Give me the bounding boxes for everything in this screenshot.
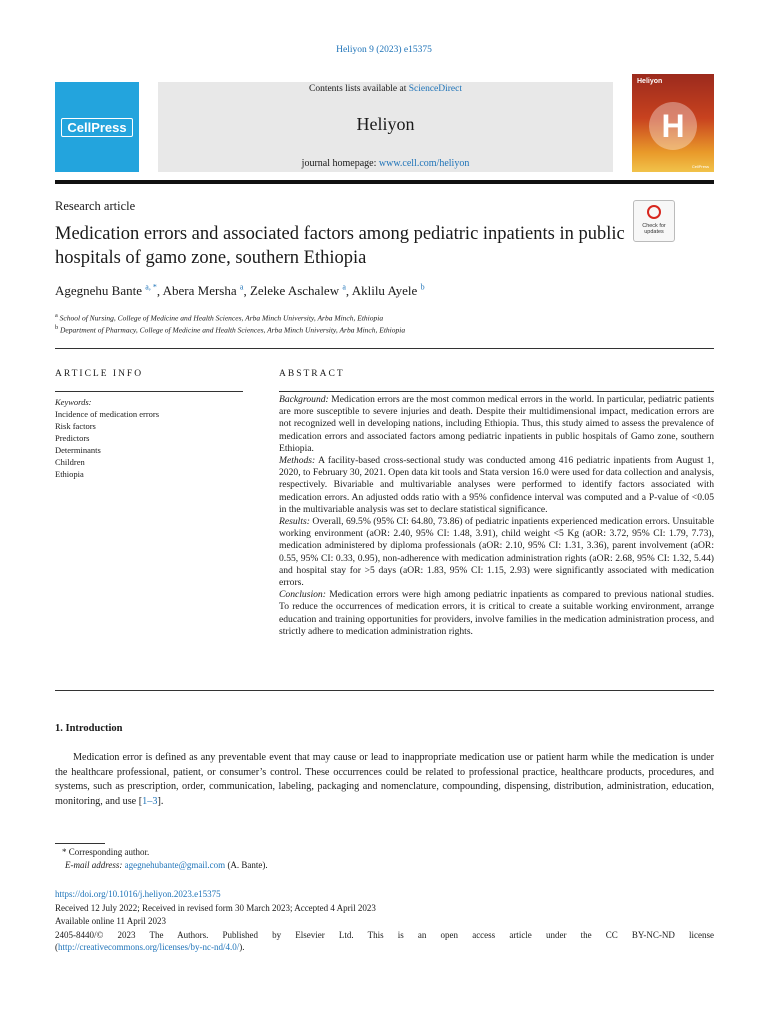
author[interactable]: Aklilu Ayele $^b$	[351, 283, 425, 299]
keyword: Incidence of medication errors	[55, 409, 160, 419]
citation-link[interactable]: 1–3	[142, 795, 158, 807]
abstract-background: Background: Medication errors are the most common medical errors in the world. In particular, pediatric patients are more susceptible to severe injuries and death. Despite their multidimensional impact, medication errors are not recognized well in developing nations, including Ethiopia. Thus, this study aimed to assess the prevalence of medication errors and associated factors among pediatric inpatients in public hospitals of Gamo zone, southern Ethiopia.	[279, 394, 714, 454]
keyword: Ethiopia	[55, 469, 84, 479]
journal-reference[interactable]: Heliyon 9 (2023) e15375	[336, 45, 432, 55]
keyword: Children	[55, 457, 85, 467]
paper-title: Medication errors and associated factors among pediatric inpatients in public hospitals of gamo zone, southern Ethiopia	[55, 224, 625, 268]
cellpress-logo-text: CellPress	[61, 118, 132, 137]
article-info-divider	[55, 391, 243, 392]
cover-title: Heliyon	[637, 78, 663, 85]
homepage-line: journal homepage: www.cell.com/heliyon	[301, 158, 470, 169]
affiliation: $^b$ Department of Pharmacy, College of Medicine and Health Sciences, Arba Minch University, Arba Minch, Ethiopia	[55, 324, 406, 335]
abstract-methods: Methods: A facility-based cross-sectional study was conducted among 416 pediatric inpatients from August 1, 2020, to February 30, 2021. Open data kit tools and Stata version 16.0 were used for data collection and analysis, respectively. Bivariable and multivariable analyses were performed to identify factors associated with medication errors. An adjusted odds ratio with a 95% confidence interval was computed and a P-value of <0.05 in the multivariable analysis was set to declare statistical significance.	[279, 455, 714, 515]
author[interactable]: Zeleke Aschalew $^a$	[249, 283, 346, 299]
header-divider	[55, 180, 714, 184]
journal-title: Heliyon	[356, 114, 415, 134]
cover-h-logo: H	[649, 102, 697, 150]
article-type: Research article	[55, 199, 136, 213]
article-info-heading: ARTICLE INFO	[55, 369, 144, 379]
introduction-heading: 1. Introduction	[55, 723, 123, 734]
bookmark-icon	[647, 205, 661, 219]
license-url-line: (http://creativecommons.org/licenses/by-nc-nd/4.0/).	[55, 942, 245, 952]
affiliation: $^a$ School of Nursing, College of Medicine and Health Sciences, Arba Minch University, Arba Minch, Ethiopia	[55, 312, 384, 323]
sciencedirect-link[interactable]: ScienceDirect	[408, 84, 462, 94]
abstract-heading: ABSTRACT	[279, 369, 345, 379]
footnote-divider	[55, 843, 105, 844]
homepage-link[interactable]: www.cell.com/heliyon	[378, 158, 470, 169]
check-for-updates-button[interactable]	[633, 200, 675, 242]
author[interactable]: Agegnehu Bante $^{a, *}$	[55, 283, 157, 299]
email-link[interactable]: agegnehubante@gmail.com	[124, 860, 226, 870]
corresponding-author-note: * Corresponding author.	[62, 847, 150, 857]
available-online: Available online 11 April 2023	[55, 916, 166, 926]
contents-line: Contents lists available at ScienceDirect	[308, 84, 462, 94]
abstract-body	[279, 394, 714, 638]
license-line: 2405-8440/© 2023 The Authors. Published by Elsevier Ltd. This is an open access article under the CC BY-NC-ND license	[55, 930, 714, 940]
keyword: Predictors	[55, 433, 90, 443]
keywords-block	[55, 396, 245, 480]
cellpress-logo[interactable]	[55, 82, 139, 172]
introduction-body: Medication error is defined as any preventable event that may cause or lead to inappropriate medication use or patient harm while the medication is under the healthcare professional, patient, or consumer’s control. These occurrences could be related to professional practice, healthcare products, procedures, and systems, such as prescription, order, communication, labeling, packaging and nomenclature, compounding, dispensing, distribution, administration, education, monitoring, and use [1–3].	[55, 752, 714, 807]
license-link[interactable]: http://creativecommons.org/licenses/by-nc-nd/4.0/	[58, 942, 240, 952]
abstract-divider	[279, 391, 714, 392]
author[interactable]: Abera Mersha $^a$	[162, 283, 244, 299]
abstract-conclusion: Conclusion: Medication errors were high among pediatric inpatients as compared to previous national studies. To reduce the occurrences of medication errors, it is critical to create a suitable working environment, arrange education and training opportunities for providers, involve families in the medication administration process, and strictly adhere to medication administration rights.	[279, 589, 714, 637]
author-list: Agegnehu Bante $^{a, *}$, Abera Mersha $^a$, Zeleke Aschalew $^a$, Aklilu Ayele $^b$	[55, 283, 425, 299]
doi-link[interactable]: https://doi.org/10.1016/j.heliyon.2023.e15375	[55, 889, 221, 899]
keyword: Determinants	[55, 445, 101, 455]
section-divider	[55, 348, 714, 349]
keywords-label: Keywords:	[55, 397, 92, 407]
email-line: E-mail address: agegnehubante@gmail.com (A. Bante).	[65, 860, 268, 870]
journal-banner	[158, 82, 613, 172]
cover-publisher: CellPress	[691, 164, 709, 169]
journal-cover-image[interactable]	[632, 74, 714, 172]
check-for-updates-label: Check for updates	[642, 223, 666, 235]
abstract-bottom-divider	[55, 690, 714, 691]
keyword: Risk factors	[55, 421, 96, 431]
received-dates: Received 12 July 2022; Received in revised form 30 March 2023; Accepted 4 April 2023	[55, 903, 376, 913]
doi-line	[55, 888, 714, 900]
abstract-results: Results: Overall, 69.5% (95% CI: 64.80, 73.86) of pediatric inpatients experienced medication errors. Unsuitable working environment (aOR: 2.40, 95% CI: 1.48, 3.91), child weight <5 Kg (aOR: 3.72, 95% CI: 1.79, 7.73), medication administered by diploma professionals (aOR: 2.10, 95% CI: 1.31, 3.36), parent involvement (aOR: 0.55, 95% CI: 0.33, 0.95), non-adherence with medication administration rights (aOR: 2.68, 95% CI: 1.32, 5.44) and hospital stay for >5 days (aOR: 1.83, 95% CI: 1.15, 2.93) were significantly associated with medication errors.	[279, 516, 714, 589]
